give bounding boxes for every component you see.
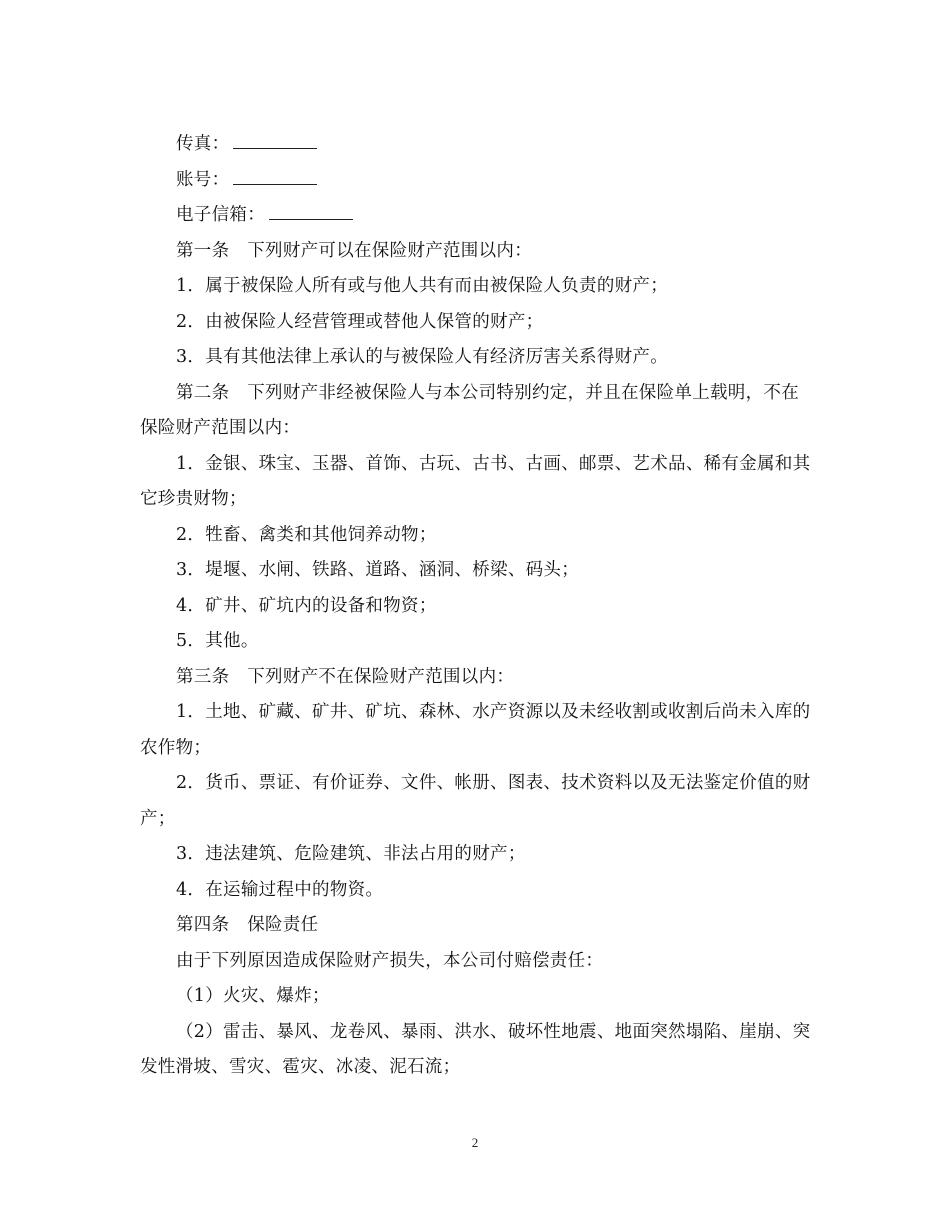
fax-blank [233, 134, 317, 149]
fax-label: 传真： [176, 134, 230, 154]
article-3-item: 4．在运输过程中的物资。 [176, 879, 384, 900]
article-3-heading: 第三条 下列财产不在保险财产范围以内： [176, 666, 515, 687]
account-line [140, 163, 812, 199]
article-4-heading: 第四条 保险责任 [176, 915, 319, 935]
article-1-heading: 第一条 下列财产可以在保险财产范围以内： [176, 240, 532, 261]
article-3-item: 3．违法建筑、危险建筑、非法占用的财产； [176, 844, 526, 864]
email-line [140, 198, 812, 234]
account-blank [233, 170, 317, 185]
page-number: 2 [471, 1135, 479, 1150]
article-2-item: 4．矿井、矿坑内的设备和物资； [176, 595, 437, 616]
article-4-item: （2）雷击、暴风、龙卷风、暴雨、洪水、破坏性地震、地面突然塌陷、崖崩、突发性滑坡、雪灾、雹灾、冰凌、泥石流； [140, 1021, 811, 1077]
article-1-item: 1．属于被保险人所有或与他人共有而由被保险人负责的财产； [176, 276, 669, 296]
fax-line [140, 127, 812, 163]
article-2-item: 2．牲畜、禽类和其他饲养动物； [176, 524, 437, 545]
article-1-item: 2．由被保险人经营管理或替他人保管的财产； [176, 311, 544, 332]
article-4-intro: 由于下列原因造成保险财产损失，本公司付赔偿责任： [176, 950, 604, 971]
email-label: 电子信箱： [176, 205, 265, 225]
article-2-item: 3．堤堰、水闸、铁路、道路、涵洞、桥梁、码头； [176, 560, 580, 580]
article-3-item: 1．土地、矿藏、矿井、矿坑、森林、水产资源以及未经收割或收割后尚未入库的农作物； [140, 702, 811, 758]
document-body [140, 127, 812, 1086]
article-2-heading: 第二条 下列财产非经被保险人与本公司特别约定，并且在保险单上载明，不在保险财产范围以内： [140, 382, 799, 438]
article-2-item: 1．金银、珠宝、玉器、首饰、古玩、古书、古画、邮票、艺术品、稀有金属和其它珍贵财物； [140, 453, 811, 509]
email-blank [269, 205, 353, 220]
account-label: 账号： [176, 169, 230, 190]
article-4-item: （1）火灾、爆炸； [176, 986, 330, 1006]
article-3-item: 2．货币、票证、有价证券、文件、帐册、图表、技术资料以及无法鉴定价值的财产； [140, 773, 811, 829]
article-2-item: 5．其他。 [176, 631, 259, 651]
article-1-item: 3．具有其他法律上承认的与被保险人有经济厉害关系得财产。 [176, 347, 669, 367]
